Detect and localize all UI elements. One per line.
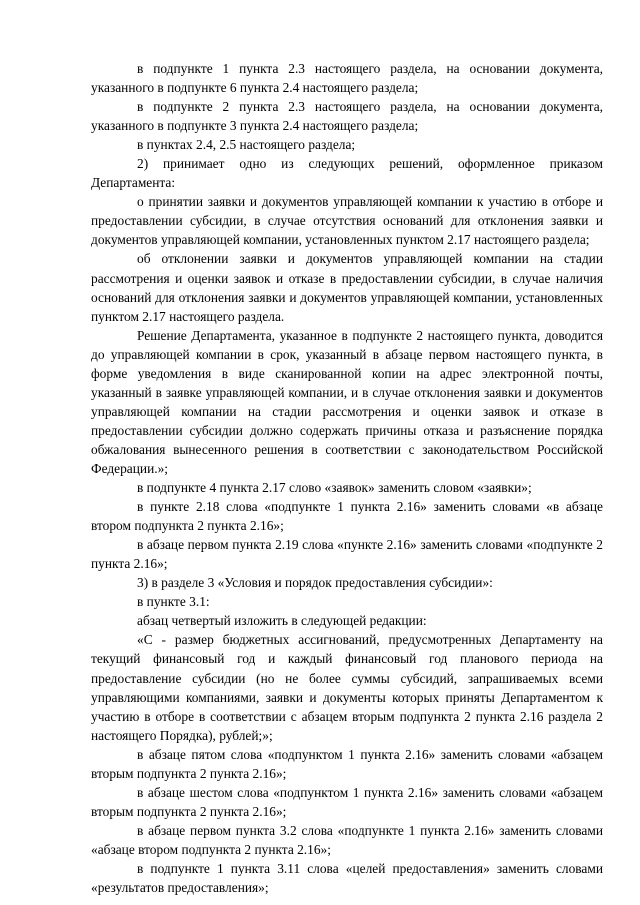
paragraph: в подпункте 1 пункта 3.11 слова «целей предоставления» заменить словами «результатов предоставления»; [91,860,603,896]
paragraph: в подпункте 1 пункта 2.3 настоящего раздела, на основании документа, указанного в подпункте 6 пункта 2.4 настоящего раздела; [91,61,603,96]
paragraph: в абзаце шестом слова «подпунктом 1 пункта 2.16» заменить словами «абзацем вторым подпункта 2 пункта 2.16»; [91,784,603,819]
paragraph: в пункте 3.1: [137,594,210,610]
paragraph: Решение Департамента, указанное в подпункте 2 настоящего пункта, доводится до управляющей компании в срок, указанный в абзаце первом настоящего пункта, в форме уведомления в виде сканированной копии на адрес электронной почты, указанный в заявке управляющей компании, и в случае отклонения заявки и документов управляющей компании на стадии рассмотрения и оценки заявок и отказе в предоставлении субсидии должно содержать причины отказа и разъяснение порядка обжалования вынесенного решения в соответствии с законодательством Российской Федерации.»; [91,327,603,476]
paragraph: в абзаце первом пункта 3.2 слова «подпункте 1 пункта 2.16» заменить словами «абзаце втором подпункта 2 пункта 2.16»; [91,822,603,857]
paragraph: «С - размер бюджетных ассигнований, предусмотренных Департаменту на текущий финансовый год и каждый финансовый год планового периода на предоставление субсидии (но не более суммы субсидий, запрашиваемых всеми управляющими компаниями, заявки и документы которых приняты Департаментом к участию в отборе в соответствии с абзацем вторым подпункта 2 пункта 2.16 раздела 2 настоящего Порядка), рублей;»; [91,632,603,743]
paragraph: о принятии заявки и документов управляющей компании к участию в отборе и предоставлении субсидии, в случае отсутствия оснований для отклонения заявки и документов управляющей компании, установленных пунктом 2.17 настоящего раздела; [91,194,603,248]
paragraph: в подпункте 4 пункта 2.17 слово «заявок» заменить словом «заявки»; [137,480,532,496]
paragraph: об отклонении заявки и документов управляющей компании на стадии рассмотрения и оценки заявок и отказе в предоставлении субсидии, в случае наличия оснований для отклонения заявки и документов управляющей компании, установленных пунктом 2.17 настоящего раздела. [91,251,603,324]
paragraph: 3) в разделе 3 «Условия и порядок предоставления субсидии»: [137,575,493,591]
paragraph: в абзаце пятом слова «подпунктом 1 пункта 2.16» заменить словами «абзацем вторым подпункта 2 пункта 2.16»; [91,746,603,781]
paragraph: в пункте 2.18 слова «подпункте 1 пункта 2.16» заменить словами «в абзаце втором подпункта 2 пункта 2.16»; [91,499,603,534]
paragraph: в абзаце первом пункта 2.19 слова «пункте 2.16» заменить словами «подпункте 2 пункта 2.16»; [91,537,603,572]
paragraph: 2) принимает одно из следующих решений, оформленное приказом Департамента: [91,156,603,191]
document-body [91,59,603,897]
paragraph: абзац четвертый изложить в следующей редакции: [137,613,427,629]
paragraph: в пунктах 2.4, 2.5 настоящего раздела; [137,137,356,153]
paragraph: в подпункте 2 пункта 2.3 настоящего раздела, на основании документа, указанного в подпункте 3 пункта 2.4 настоящего раздела; [91,99,603,134]
